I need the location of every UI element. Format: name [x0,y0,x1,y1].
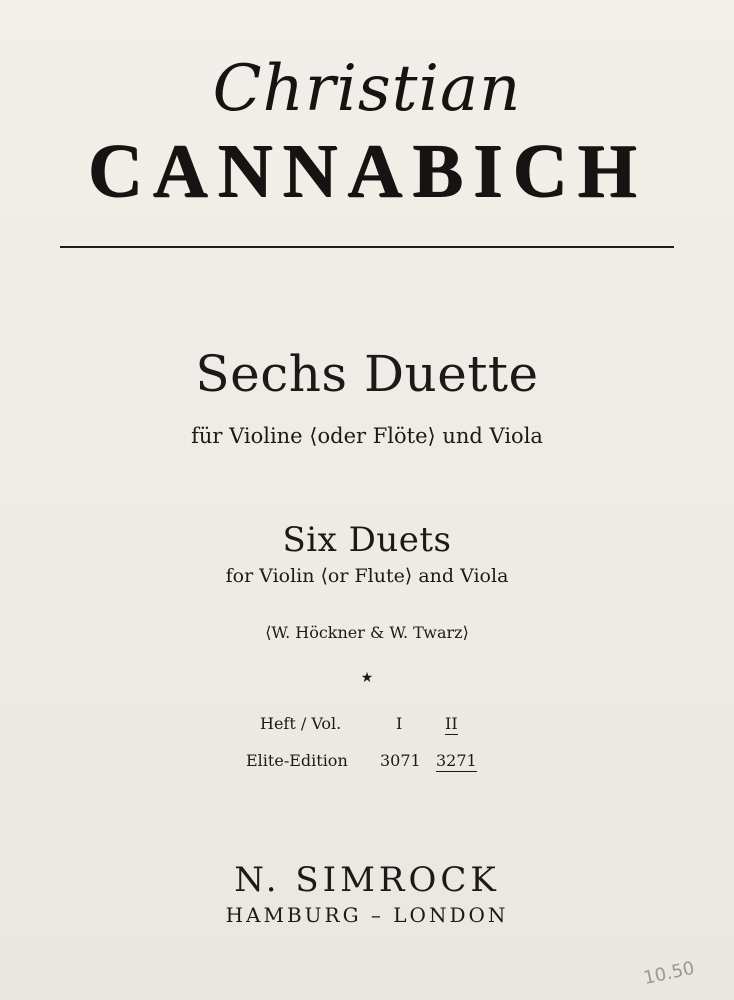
edition-label: Elite-Edition [246,751,348,770]
composer-first-name: Christian [212,52,522,126]
edition-number-1: 3071 [380,751,421,770]
title-divider [60,246,674,248]
publisher-name: N. SIMROCK [234,860,500,900]
publisher-cities: HAMBURG – LONDON [225,903,509,927]
subtitle-english: for Violin ⟨or Flute⟩ and Viola [225,565,509,587]
volume-label: Heft / Vol. [260,714,342,733]
subtitle-german: für Violine ⟨oder Flöte⟩ und Viola [191,424,543,448]
volume-2: II [445,714,458,733]
title-german: Sechs Duette [195,345,539,403]
edition-number-2: 3271 [436,751,477,770]
composer-last-name: CANNABICH [87,129,647,213]
volume-1: I [396,714,403,733]
star-ornament-icon: ★ [360,670,374,686]
pencil-price-note: 10.50 [641,957,697,989]
editors: ⟨W. Höckner & W. Twarz⟩ [265,623,469,642]
title-english: Six Duets [282,520,452,560]
